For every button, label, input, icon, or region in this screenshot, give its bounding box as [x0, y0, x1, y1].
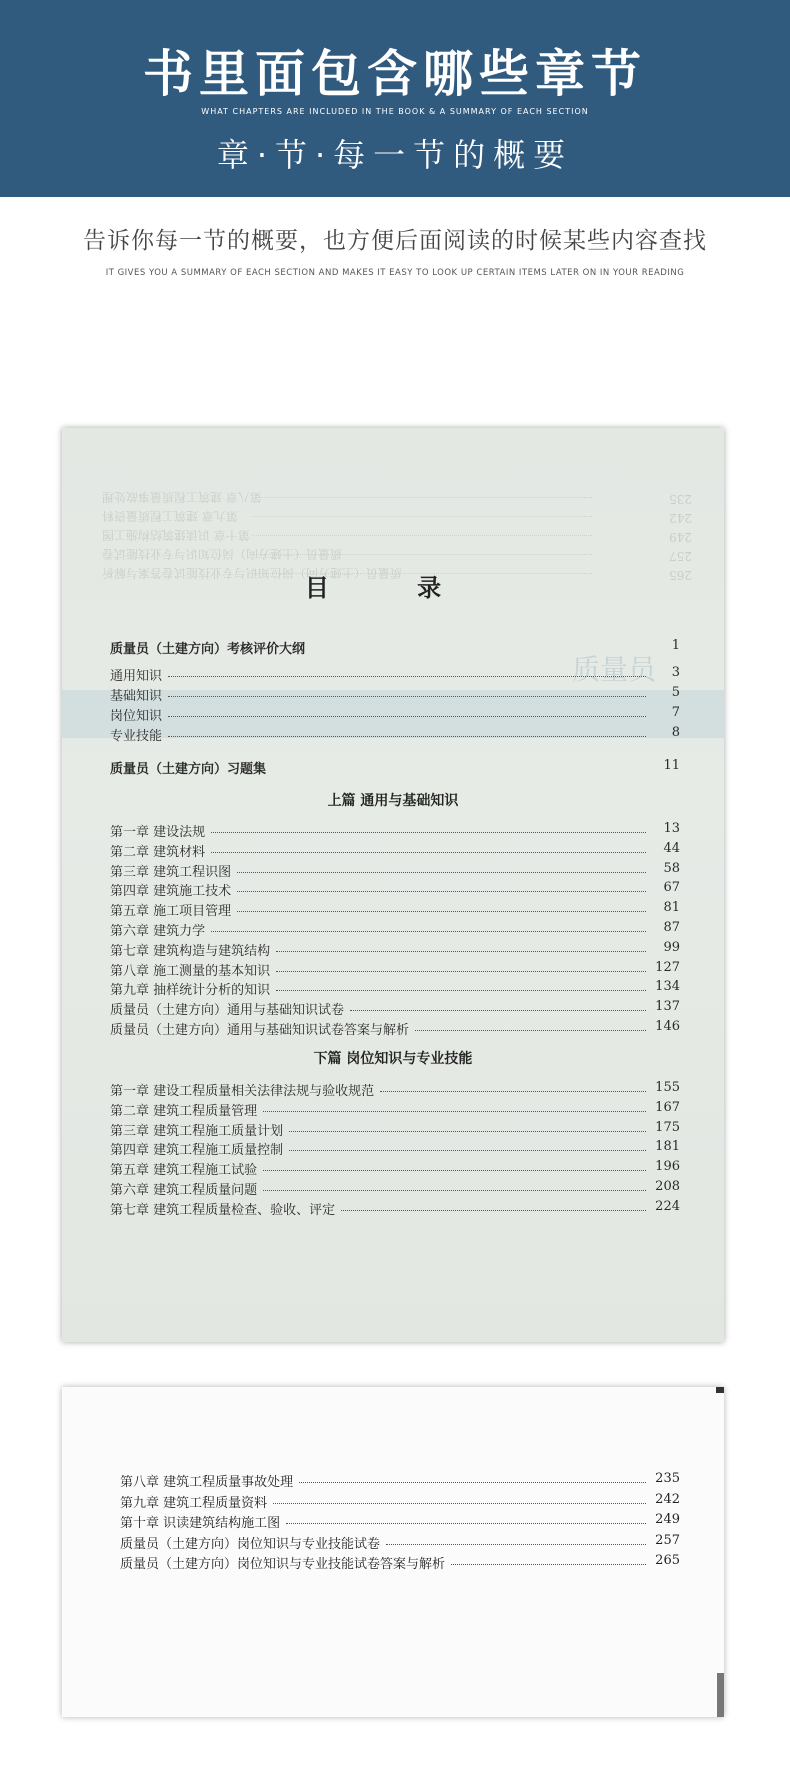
- toc-entry: [110, 920, 680, 938]
- toc-entry-page: 67: [663, 880, 680, 896]
- toc-entry-page: 3: [671, 665, 680, 680]
- toc-entry: [110, 1199, 680, 1217]
- toc-entry: [110, 999, 680, 1017]
- toc-entry-label: 第九章 建筑工程质量资料: [120, 1495, 268, 1511]
- leader-dots: [415, 1030, 646, 1031]
- toc-entry: [110, 841, 680, 859]
- bleed-through-page: 235: [669, 492, 692, 506]
- bleed-through-title: 第八章 建筑工程质量事故处理: [102, 490, 262, 504]
- bleed-through-line: [102, 528, 692, 544]
- toc-entry: [110, 1179, 680, 1197]
- leader-dots: [168, 676, 646, 677]
- toc-entry: [110, 1139, 680, 1157]
- toc-entry-label: 第三章 建筑工程施工质量计划: [110, 1123, 284, 1139]
- toc-entry-label: 第二章 建筑工程质量管理: [110, 1103, 258, 1119]
- toc-entry: [110, 960, 680, 978]
- toc-entry-label: 岗位知识: [110, 709, 163, 724]
- toc-entry-label: 基础知识: [110, 689, 163, 704]
- toc-entry-page: 167: [655, 1099, 680, 1115]
- toc-entry: [110, 861, 680, 879]
- bleed-through-dots: [252, 516, 592, 517]
- banner-subtitle-en: WHAT CHAPTERS ARE INCLUDED IN THE BOOK & A SUMMARY OF EACH SECTION: [201, 107, 589, 116]
- leader-dots: [237, 872, 646, 873]
- toc-entry-page: 11: [663, 758, 680, 773]
- toc-entry-label: 第五章 建筑工程施工试验: [110, 1163, 258, 1179]
- bleed-through-page: 249: [669, 530, 692, 544]
- toc-entry: [110, 1019, 680, 1037]
- bleed-through-dots: [252, 497, 592, 498]
- bleed-through-page: 242: [669, 511, 692, 525]
- bleed-through-line: [102, 509, 692, 525]
- toc-entry-page: 224: [655, 1198, 680, 1214]
- leader-dots: [386, 1544, 646, 1545]
- toc-entry-page: 58: [663, 860, 680, 876]
- toc-entry-label: 第八章 施工测量的基本知识: [110, 963, 271, 979]
- intro-text-cn: 告诉你每一节的概要，也方便后面阅读的时候某些内容查找: [83, 228, 707, 254]
- toc-entry-label: 质量员（土建方向）习题集: [110, 762, 267, 777]
- leader-dots: [289, 1131, 646, 1132]
- leader-dots: [263, 1170, 646, 1171]
- toc-entry-label: 第一章 建设工程质量相关法律法规与验收规范: [110, 1084, 375, 1099]
- toc-entry: [110, 725, 680, 743]
- toc-entry-page: 181: [655, 1139, 680, 1155]
- toc-entry: [120, 1553, 680, 1571]
- toc-entry-page: 257: [655, 1532, 680, 1548]
- toc-entry-label: 第三章 建筑工程识图: [110, 864, 232, 880]
- toc-entry-label: 第一章 建设法规: [110, 825, 206, 840]
- toc-entry-page: 175: [655, 1119, 680, 1135]
- toc-entry-label: 质量员（土建方向）通用与基础知识试卷答案与解析: [110, 1023, 410, 1038]
- bleed-through-title: 第十章 识读建筑结构施工图: [102, 528, 250, 542]
- toc-entry-label: 第二章 建筑材料: [110, 844, 206, 860]
- leader-dots: [263, 1190, 646, 1191]
- toc-entry-label: 第五章 施工项目管理: [110, 904, 232, 920]
- bleed-through-title: 质量员（土建方向）岗位知识与专业技能试卷答案与解析: [102, 566, 403, 580]
- toc-entry: [110, 1159, 680, 1177]
- leader-dots: [211, 832, 646, 833]
- banner-subtitle-cn: 章·节·每一节的概要: [216, 136, 574, 174]
- toc-entry-page: 196: [655, 1159, 680, 1175]
- bleed-through-dots: [252, 535, 592, 536]
- leader-dots: [211, 852, 646, 853]
- toc-entry: [110, 665, 680, 683]
- toc-entry-label: 第七章 建筑工程质量检查、验收、评定: [110, 1202, 336, 1218]
- toc-entry: [110, 979, 680, 997]
- toc-entry-label: 第十章 识读建筑结构施工图: [120, 1516, 281, 1531]
- toc-page-continued-photo: [62, 1387, 724, 1717]
- leader-dots: [276, 971, 646, 972]
- toc-entry-page: 81: [663, 900, 680, 916]
- toc-entry-label: 质量员（土建方向）通用与基础知识试卷: [110, 1003, 345, 1019]
- toc-entry-page: 146: [655, 1019, 680, 1034]
- toc-entry-label: 质量员（土建方向）岗位知识与专业技能试卷: [120, 1536, 381, 1552]
- header-banner: [0, 0, 790, 197]
- leader-dots: [237, 911, 646, 912]
- toc-entry-page: 235: [655, 1471, 680, 1486]
- toc-entry-page: 137: [655, 999, 680, 1015]
- toc-entry-page: 7: [671, 705, 680, 720]
- leader-dots: [350, 1010, 646, 1011]
- toc-entry-page: 242: [655, 1491, 680, 1507]
- leader-dots: [289, 1150, 646, 1151]
- toc-entry: [110, 821, 680, 839]
- bleed-through-line: [102, 547, 692, 563]
- banner-title: 书里面包含哪些章节: [143, 44, 647, 103]
- leader-dots: [380, 1091, 646, 1092]
- toc-entry: [110, 638, 680, 656]
- page-edge-shadow: [717, 1673, 724, 1717]
- toc-entry-label: 通用知识: [110, 669, 163, 684]
- bleed-through-page: 265: [669, 568, 692, 582]
- toc-entry-page: 44: [663, 840, 680, 856]
- leader-dots: [168, 696, 646, 697]
- part-heading-1: 上篇 通用与基础知识: [327, 793, 459, 809]
- toc-entry-page: 87: [663, 920, 680, 935]
- toc-entry-page: 208: [655, 1179, 680, 1194]
- leader-dots: [299, 1482, 646, 1483]
- toc-entry: [120, 1533, 680, 1551]
- toc-entry-page: 99: [663, 939, 680, 955]
- toc-entry: [110, 940, 680, 958]
- toc-entry-label: 第九章 抽样统计分析的知识: [110, 983, 271, 999]
- leader-dots: [263, 1111, 646, 1112]
- toc-entry: [110, 758, 680, 776]
- intro-text-en: IT GIVES YOU A SUMMARY OF EACH SECTION AND MAKES IT EASY TO LOOK UP CERTAIN ITEMS LATER ON IN YOUR READING: [105, 268, 685, 278]
- toc-entry-page: 134: [655, 979, 680, 995]
- leader-dots: [168, 736, 646, 737]
- leader-dots: [168, 716, 646, 717]
- leader-dots: [286, 1523, 646, 1524]
- part-heading-2: 下篇 岗位知识与专业技能: [313, 1051, 473, 1067]
- toc-entry-label: 第六章 建筑力学: [110, 924, 206, 939]
- toc-entry-page: 155: [655, 1080, 680, 1095]
- bleed-through-text: 质量员: [572, 653, 657, 686]
- toc-entry-page: 1: [671, 638, 680, 653]
- toc-entry-label: 质量员（土建方向）考核评价大纲: [110, 642, 306, 657]
- bleed-through-line: [102, 490, 692, 506]
- toc-entry: [110, 685, 680, 703]
- leader-dots: [273, 1503, 646, 1504]
- toc-entry-page: 5: [671, 685, 680, 700]
- toc-entry-label: 第四章 建筑工程施工质量控制: [110, 1143, 284, 1159]
- bleed-through-title: 第九章 建筑工程质量资料: [102, 509, 238, 523]
- toc-entry: [110, 1080, 680, 1098]
- toc-entry: [110, 900, 680, 918]
- toc-entry-label: 专业技能: [110, 729, 163, 744]
- page-corner-shadow: [716, 1387, 724, 1393]
- leader-dots: [237, 891, 646, 892]
- toc-entry: [120, 1512, 680, 1530]
- toc-entry: [110, 1100, 680, 1118]
- toc-entry-label: 质量员（土建方向）岗位知识与专业技能试卷答案与解析: [120, 1557, 446, 1572]
- leader-dots: [341, 1210, 646, 1211]
- toc-entry: [110, 1120, 680, 1138]
- bleed-through-page: 257: [669, 549, 692, 563]
- leader-dots: [276, 990, 646, 991]
- leader-dots: [211, 931, 646, 932]
- toc-entry-page: 127: [655, 959, 680, 975]
- toc-entry-label: 第四章 建筑施工技术: [110, 884, 232, 900]
- toc-entry: [120, 1471, 680, 1489]
- leader-dots: [451, 1564, 646, 1565]
- toc-page-photo: [62, 428, 724, 1342]
- toc-entry-label: 第七章 建筑构造与建筑结构: [110, 943, 271, 959]
- toc-entry: [110, 705, 680, 723]
- toc-entry-label: 第八章 建筑工程质量事故处理: [120, 1475, 294, 1490]
- toc-entry: [110, 880, 680, 898]
- toc-entry: [120, 1492, 680, 1510]
- bleed-through-title: 质量员（土建方向）岗位知识与专业技能试卷: [102, 547, 343, 561]
- toc-entry-page: 13: [663, 821, 680, 836]
- toc-entry-page: 265: [655, 1553, 680, 1568]
- toc-entry-label: 第六章 建筑工程质量问题: [110, 1183, 258, 1198]
- toc-heading: 目 录: [304, 573, 482, 602]
- toc-entry-page: 8: [671, 725, 680, 740]
- toc-entry-page: 249: [655, 1512, 680, 1527]
- leader-dots: [276, 951, 646, 952]
